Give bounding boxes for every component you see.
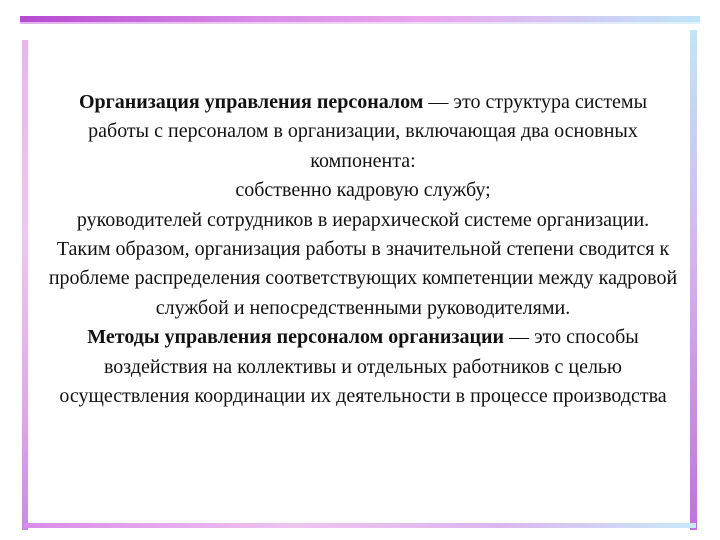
definition-paragraph (48, 88, 678, 176)
term-management-methods: Методы управления персоналом организации (87, 326, 505, 349)
slide-text-body (48, 88, 678, 411)
term-personnel-management-organization: Организация управления персоналом (78, 91, 424, 113)
frame-right-bar (690, 30, 697, 530)
frame-left-bar (22, 40, 28, 530)
frame-top-shadow (20, 22, 700, 24)
definition-text: — это структура системы работы с персоналом в организации, включающая два основных компонента: (88, 91, 648, 172)
methods-paragraph (48, 323, 678, 411)
component-item-managers: руководителей сотрудников в иерархической системе организации. Таким образом, организация работы в значительной степени сводится к проблеме распределения соответствующих компетенции между кадровой службой и непосредственными руководителями. (48, 208, 678, 319)
methods-text: — это способы воздействия на коллективы и отдельных работников с целью осуществления координации их деятельности в процессе производства (59, 326, 667, 408)
frame-bottom-bar (24, 523, 696, 528)
component-item-hr-service: собственно кадровую службу; (235, 179, 491, 202)
